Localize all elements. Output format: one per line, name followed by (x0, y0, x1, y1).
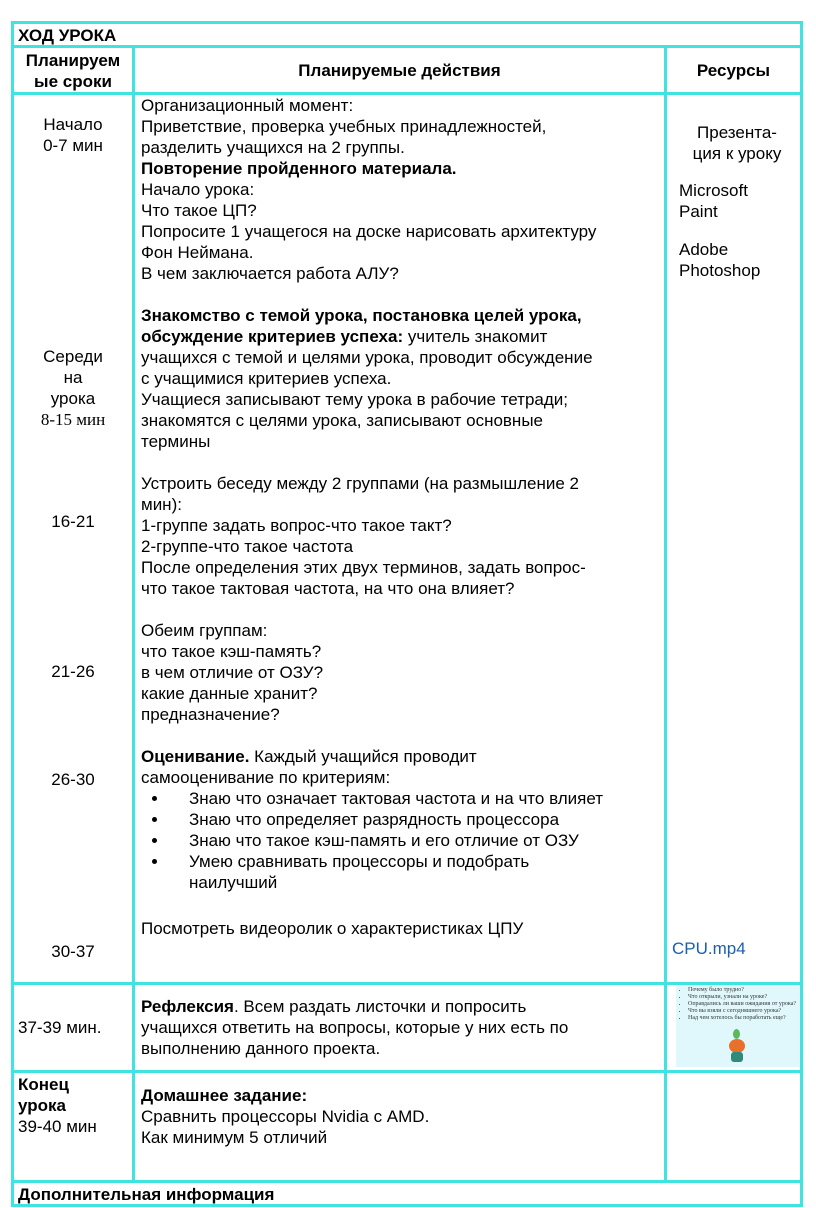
action-text: учитель знакомит (403, 327, 548, 346)
action-line: самооценивание по критериям: (141, 768, 391, 787)
child-illustration-icon (726, 1029, 748, 1063)
resource-label: Photoshop (679, 261, 761, 280)
image-text: • Что открыли, узнали на уроке? (688, 994, 800, 1001)
resource-label: Презента- (697, 123, 777, 142)
time-30-37: 30-37 (51, 942, 95, 961)
time-middle (14, 346, 132, 430)
resource-label: Microsoft (679, 181, 748, 200)
homework-resources-cell (664, 1070, 803, 1183)
action-line: разделить учащихся на 2 группы. (141, 138, 405, 157)
resource-presentation (667, 122, 807, 164)
action-line: что такое кэш-память? (141, 642, 322, 661)
criteria-list (141, 788, 609, 893)
time-label: на (63, 368, 83, 387)
time-37-39: 37-39 мин. (18, 1018, 102, 1037)
action-heading: Повторение пройденного материала. (141, 159, 457, 178)
action-line (141, 326, 661, 347)
action-line: Приветствие, проверка учебных принадлежностей, (141, 117, 547, 136)
image-text: • Над чем хотелось бы поработать еще? (688, 1015, 800, 1022)
action-line: Устроить беседу между 2 группами (на размышление 2 (141, 474, 579, 493)
action-line: Организационный момент: (141, 96, 354, 115)
action-heading: Знакомство с темой урока, постановка целей урока, (141, 306, 582, 325)
time-label: Конец (18, 1075, 69, 1094)
video-link[interactable]: CPU.mp4 (672, 939, 746, 958)
action-line: Учащиеся записывают тему урока в рабочие тетради; (141, 390, 569, 409)
action-line: Начало урока: (141, 180, 255, 199)
resource-paint (679, 180, 748, 222)
time-label: 39-40 мин (18, 1117, 97, 1136)
time-label: урока (18, 1096, 66, 1115)
time-26-30: 26-30 (51, 770, 95, 789)
header-actions: Планируемые действия (298, 61, 501, 80)
homework-text (141, 1085, 429, 1148)
lesson-actions (141, 95, 661, 939)
time-label: Начало (43, 115, 103, 134)
resource-photoshop (679, 239, 760, 281)
action-line: с учащимися критериев успеха. (141, 369, 392, 388)
criteria-item: • Умею сравнивать процессоры и подобрать наилучший (169, 851, 609, 893)
action-heading: обсуждение критериев успеха: (141, 327, 404, 346)
title-row (11, 21, 803, 48)
reflection-text (141, 996, 568, 1059)
action-line: мин): (141, 495, 182, 514)
criteria-item: • Знаю что такое кэш-память и его отличие от ОЗУ (169, 830, 609, 851)
action-line: 1-группе задать вопрос-что такое такт? (141, 516, 452, 535)
additional-info-heading: Дополнительная информация (18, 1185, 275, 1204)
image-text: • Что вы взяли с сегодняшнего урока? (688, 1008, 800, 1015)
resource-label: Adobe (679, 240, 729, 259)
resource-label: ция к уроку (692, 144, 782, 163)
reflection-line: . Всем раздать листочки и попросить (233, 997, 527, 1016)
criteria-item: • Знаю что определяет разрядность процессора (169, 809, 609, 830)
main-time-cell (11, 92, 135, 985)
action-line: что такое тактовая частота, на что она влияет? (141, 579, 515, 598)
time-21-26: 21-26 (51, 662, 95, 681)
time-label: Середи (43, 347, 103, 366)
time-end (18, 1074, 97, 1137)
header-time-l1: Планируем (25, 51, 121, 70)
action-line: Что такое ЦП? (141, 201, 257, 220)
action-line (141, 746, 661, 767)
resource-label: Paint (679, 202, 718, 221)
image-text: • Почему было трудно? (688, 987, 800, 994)
reflection-line: выполнению данного проекта. (141, 1039, 381, 1058)
section-title: ХОД УРОКА (18, 26, 117, 45)
action-line: термины (141, 432, 211, 451)
main-resources-cell (664, 92, 803, 985)
action-line: учащихся с темой и целями урока, проводит обсуждение (141, 348, 593, 367)
action-line: Попросите 1 учащегося на доске нарисовать архитектуру (141, 222, 597, 241)
homework-line: Сравнить процессоры Nvidia с AMD. (141, 1107, 430, 1126)
header-time-l2: ые сроки (34, 72, 112, 91)
action-line: Фон Неймана. (141, 243, 254, 262)
time-label: 8-15 мин (40, 410, 106, 429)
header-resources: Ресурсы (696, 61, 771, 80)
reflection-image (676, 985, 800, 1067)
time-label: урока (50, 389, 96, 408)
action-line: 2-группе-что такое частота (141, 537, 354, 556)
image-text: • Оправдались ли ваши ожидания от урока? (688, 1001, 800, 1008)
action-line: какие данные хранит? (141, 684, 318, 703)
criteria-item: • Знаю что означает тактовая частота и на что влияет (169, 788, 609, 809)
time-start (14, 114, 132, 156)
action-line: Посмотреть видеоролик о характеристиках ЦПУ (141, 919, 524, 938)
action-heading: Оценивание. (141, 747, 250, 766)
action-line: знакомятся с целями урока, записывают основные (141, 411, 543, 430)
action-line: После определения этих двух терминов, задать вопрос- (141, 558, 586, 577)
homework-line: Как минимум 5 отличий (141, 1128, 328, 1147)
time-16-21: 16-21 (51, 512, 95, 531)
action-line: Обеим группам: (141, 621, 268, 640)
homework-heading: Домашнее задание: (141, 1086, 308, 1105)
action-line: В чем заключается работа АЛУ? (141, 264, 399, 283)
action-text: Каждый учащийся проводит (249, 747, 477, 766)
time-label: 0-7 мин (43, 136, 103, 155)
action-line: предназначение? (141, 705, 280, 724)
reflection-heading: Рефлексия (141, 997, 234, 1016)
reflection-line: учащихся ответить на вопросы, которые у них есть по (141, 1018, 569, 1037)
action-line: в чем отличие от ОЗУ? (141, 663, 324, 682)
